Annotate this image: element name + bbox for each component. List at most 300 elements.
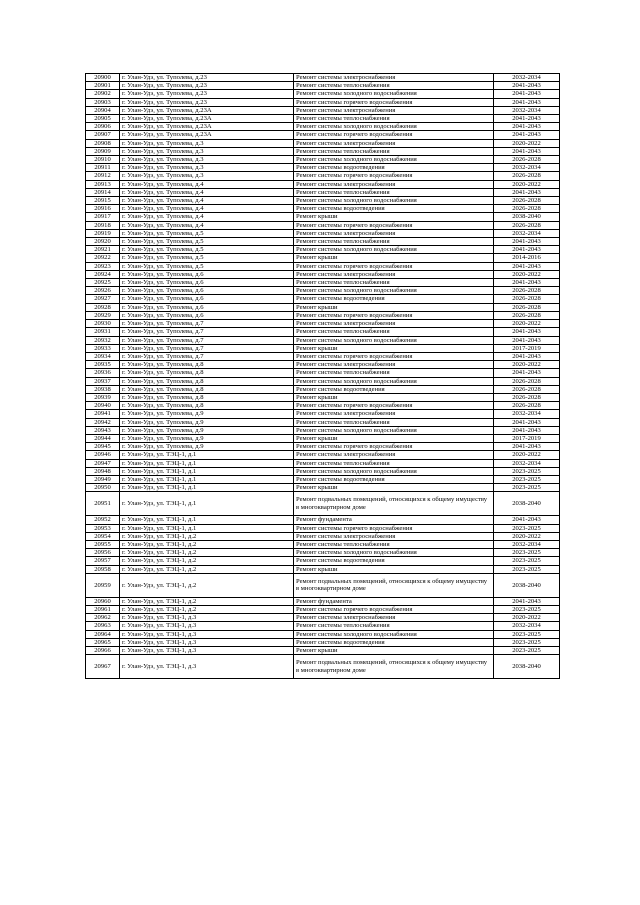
row-number: 20964: [86, 630, 120, 638]
address-cell: г. Улан-Удэ, ул. Туполева, д.23: [120, 98, 294, 106]
table-row: [86, 484, 560, 492]
row-number: 20927: [86, 295, 120, 303]
address-cell: г. Улан-Удэ, ул. Туполева, д.7: [120, 320, 294, 328]
table-row: [86, 410, 560, 418]
address-cell: г. Улан-Удэ, ул. ТЭЦ-1, д.3: [120, 630, 294, 638]
row-number: 20935: [86, 361, 120, 369]
work-type-cell: Ремонт подвальных помещений, относящихся к общему имуществу в многоквартирном доме: [294, 655, 494, 679]
address-cell: г. Улан-Удэ, ул. Туполева, д.3: [120, 164, 294, 172]
address-cell: г. Улан-Удэ, ул. Туполева, д.6: [120, 303, 294, 311]
period-cell: 2041-2043: [494, 336, 560, 344]
address-cell: г. Улан-Удэ, ул. Туполева, д.8: [120, 369, 294, 377]
work-type-cell: Ремонт системы горячего водоснабжения: [294, 221, 494, 229]
table-row: [86, 320, 560, 328]
work-type-cell: Ремонт крыши: [294, 213, 494, 221]
table-row: [86, 295, 560, 303]
table-row: [86, 557, 560, 565]
work-type-cell: Ремонт системы электроснабжения: [294, 229, 494, 237]
work-type-cell: Ремонт системы горячего водоснабжения: [294, 402, 494, 410]
row-number: 20963: [86, 622, 120, 630]
row-number: 20905: [86, 115, 120, 123]
table-row: [86, 467, 560, 475]
row-number: 20962: [86, 614, 120, 622]
row-number: 20926: [86, 287, 120, 295]
row-number: 20955: [86, 540, 120, 548]
period-cell: 2041-2043: [494, 516, 560, 524]
address-cell: г. Улан-Удэ, ул. Туполева, д.9: [120, 426, 294, 434]
address-cell: г. Улан-Удэ, ул. Туполева, д.4: [120, 197, 294, 205]
address-cell: г. Улан-Удэ, ул. Туполева, д.6: [120, 270, 294, 278]
work-type-cell: Ремонт системы холодного водоснабжения: [294, 336, 494, 344]
period-cell: 2041-2043: [494, 238, 560, 246]
address-cell: г. Улан-Удэ, ул. Туполева, д.9: [120, 443, 294, 451]
table-row: [86, 262, 560, 270]
period-cell: 2017-2019: [494, 344, 560, 352]
row-number: 20930: [86, 320, 120, 328]
period-cell: 2023-2025: [494, 467, 560, 475]
table-body: [86, 74, 560, 679]
work-type-cell: Ремонт системы водоотведения: [294, 295, 494, 303]
row-number: 20925: [86, 279, 120, 287]
table-row: [86, 123, 560, 131]
work-type-cell: Ремонт системы холодного водоснабжения: [294, 630, 494, 638]
row-number: 20906: [86, 123, 120, 131]
table-row: [86, 492, 560, 516]
row-number: 20965: [86, 638, 120, 646]
table-row: [86, 139, 560, 147]
period-cell: 2026-2028: [494, 172, 560, 180]
table-row: [86, 385, 560, 393]
period-cell: 2023-2025: [494, 475, 560, 483]
work-type-cell: Ремонт крыши: [294, 484, 494, 492]
work-type-cell: Ремонт системы теплоснабжения: [294, 82, 494, 90]
period-cell: 2023-2025: [494, 605, 560, 613]
address-cell: г. Улан-Удэ, ул. Туполева, д.3: [120, 172, 294, 180]
row-number: 20908: [86, 139, 120, 147]
row-number: 20967: [86, 655, 120, 679]
address-cell: г. Улан-Удэ, ул. ТЭЦ-1, д.3: [120, 638, 294, 646]
period-cell: 2023-2025: [494, 549, 560, 557]
work-type-cell: Ремонт системы холодного водоснабжения: [294, 467, 494, 475]
table-row: [86, 475, 560, 483]
period-cell: 2014-2016: [494, 254, 560, 262]
row-number: 20919: [86, 229, 120, 237]
row-number: 20934: [86, 352, 120, 360]
period-cell: 2041-2043: [494, 82, 560, 90]
row-number: 20945: [86, 443, 120, 451]
table-row: [86, 393, 560, 401]
period-cell: 2020-2022: [494, 180, 560, 188]
work-type-cell: Ремонт крыши: [294, 434, 494, 442]
address-cell: г. Улан-Удэ, ул. Туполева, д.5: [120, 229, 294, 237]
address-cell: г. Улан-Удэ, ул. ТЭЦ-1, д.3: [120, 647, 294, 655]
address-cell: г. Улан-Удэ, ул. Туполева, д.5: [120, 262, 294, 270]
address-cell: г. Улан-Удэ, ул. Туполева, д.8: [120, 377, 294, 385]
address-cell: г. Улан-Удэ, ул. Туполева, д.3: [120, 147, 294, 155]
row-number: 20943: [86, 426, 120, 434]
period-cell: 2041-2043: [494, 123, 560, 131]
work-type-cell: Ремонт системы водоотведения: [294, 164, 494, 172]
period-cell: 2038-2040: [494, 213, 560, 221]
address-cell: г. Улан-Удэ, ул. ТЭЦ-1, д.2: [120, 597, 294, 605]
work-type-cell: Ремонт системы холодного водоснабжения: [294, 197, 494, 205]
table-row: [86, 377, 560, 385]
period-cell: 2020-2022: [494, 532, 560, 540]
address-cell: г. Улан-Удэ, ул. Туполева, д.8: [120, 385, 294, 393]
address-cell: г. Улан-Удэ, ул. ТЭЦ-1, д.1: [120, 467, 294, 475]
work-type-cell: Ремонт системы холодного водоснабжения: [294, 377, 494, 385]
address-cell: г. Улан-Удэ, ул. ТЭЦ-1, д.1: [120, 475, 294, 483]
row-number: 20939: [86, 393, 120, 401]
work-type-cell: Ремонт подвальных помещений, относящихся к общему имуществу в многоквартирном доме: [294, 573, 494, 597]
table-row: [86, 418, 560, 426]
row-number: 20932: [86, 336, 120, 344]
table-row: [86, 622, 560, 630]
period-cell: 2026-2028: [494, 221, 560, 229]
address-cell: г. Улан-Удэ, ул. ТЭЦ-1, д.1: [120, 516, 294, 524]
table-row: [86, 106, 560, 114]
address-cell: г. Улан-Удэ, ул. Туполева, д.23А: [120, 123, 294, 131]
work-type-cell: Ремонт системы теплоснабжения: [294, 418, 494, 426]
address-cell: г. Улан-Удэ, ул. Туполева, д.23: [120, 74, 294, 82]
work-type-cell: Ремонт системы электроснабжения: [294, 320, 494, 328]
table-row: [86, 573, 560, 597]
work-type-cell: Ремонт системы холодного водоснабжения: [294, 426, 494, 434]
row-number: 20946: [86, 451, 120, 459]
address-cell: г. Улан-Удэ, ул. Туполева, д.9: [120, 410, 294, 418]
work-type-cell: Ремонт системы электроснабжения: [294, 180, 494, 188]
row-number: 20916: [86, 205, 120, 213]
address-cell: г. Улан-Удэ, ул. Туполева, д.7: [120, 328, 294, 336]
work-type-cell: Ремонт системы горячего водоснабжения: [294, 524, 494, 532]
row-number: 20909: [86, 147, 120, 155]
work-type-cell: Ремонт системы теплоснабжения: [294, 115, 494, 123]
period-cell: 2023-2025: [494, 524, 560, 532]
table-row: [86, 614, 560, 622]
work-type-cell: Ремонт крыши: [294, 565, 494, 573]
period-cell: 2026-2028: [494, 303, 560, 311]
table-row: [86, 549, 560, 557]
address-cell: г. Улан-Удэ, ул. Туполева, д.4: [120, 205, 294, 213]
period-cell: 2032-2034: [494, 74, 560, 82]
table-row: [86, 655, 560, 679]
repair-schedule-table: [85, 73, 560, 679]
period-cell: 2026-2028: [494, 377, 560, 385]
period-cell: 2023-2025: [494, 638, 560, 646]
row-number: 20900: [86, 74, 120, 82]
address-cell: г. Улан-Удэ, ул. Туполева, д.4: [120, 180, 294, 188]
table-row: [86, 605, 560, 613]
work-type-cell: Ремонт системы водоотведения: [294, 475, 494, 483]
address-cell: г. Улан-Удэ, ул. ТЭЦ-1, д.3: [120, 614, 294, 622]
period-cell: 2023-2025: [494, 647, 560, 655]
period-cell: 2020-2022: [494, 139, 560, 147]
row-number: 20937: [86, 377, 120, 385]
work-type-cell: Ремонт системы теплоснабжения: [294, 188, 494, 196]
address-cell: г. Улан-Удэ, ул. Туполева, д.5: [120, 254, 294, 262]
period-cell: 2041-2043: [494, 328, 560, 336]
row-number: 20904: [86, 106, 120, 114]
period-cell: 2038-2040: [494, 492, 560, 516]
work-type-cell: Ремонт системы холодного водоснабжения: [294, 123, 494, 131]
row-number: 20960: [86, 597, 120, 605]
table-row: [86, 361, 560, 369]
row-number: 20936: [86, 369, 120, 377]
row-number: 20933: [86, 344, 120, 352]
table-row: [86, 82, 560, 90]
row-number: 20923: [86, 262, 120, 270]
row-number: 20910: [86, 156, 120, 164]
address-cell: г. Улан-Удэ, ул. Туполева, д.23А: [120, 131, 294, 139]
work-type-cell: Ремонт системы горячего водоснабжения: [294, 605, 494, 613]
period-cell: 2017-2019: [494, 434, 560, 442]
address-cell: г. Улан-Удэ, ул. ТЭЦ-1, д.3: [120, 655, 294, 679]
address-cell: г. Улан-Удэ, ул. ТЭЦ-1, д.2: [120, 549, 294, 557]
period-cell: 2032-2034: [494, 622, 560, 630]
period-cell: 2041-2043: [494, 279, 560, 287]
row-number: 20922: [86, 254, 120, 262]
work-type-cell: Ремонт системы горячего водоснабжения: [294, 98, 494, 106]
table-row: [86, 336, 560, 344]
period-cell: 2032-2034: [494, 459, 560, 467]
address-cell: г. Улан-Удэ, ул. Туполева, д.23: [120, 82, 294, 90]
table-row: [86, 213, 560, 221]
period-cell: 2023-2025: [494, 630, 560, 638]
address-cell: г. Улан-Удэ, ул. Туполева, д.4: [120, 213, 294, 221]
address-cell: г. Улан-Удэ, ул. ТЭЦ-1, д.1: [120, 459, 294, 467]
period-cell: 2032-2034: [494, 540, 560, 548]
work-type-cell: Ремонт системы водоотведения: [294, 638, 494, 646]
period-cell: 2041-2043: [494, 246, 560, 254]
table-row: [86, 238, 560, 246]
work-type-cell: Ремонт системы теплоснабжения: [294, 328, 494, 336]
row-number: 20929: [86, 311, 120, 319]
table-row: [86, 188, 560, 196]
work-type-cell: Ремонт крыши: [294, 647, 494, 655]
address-cell: г. Улан-Удэ, ул. Туполева, д.5: [120, 246, 294, 254]
row-number: 20924: [86, 270, 120, 278]
table-row: [86, 90, 560, 98]
work-type-cell: Ремонт системы горячего водоснабжения: [294, 262, 494, 270]
period-cell: 2026-2028: [494, 402, 560, 410]
period-cell: 2041-2043: [494, 115, 560, 123]
address-cell: г. Улан-Удэ, ул. Туполева, д.7: [120, 352, 294, 360]
work-type-cell: Ремонт системы электроснабжения: [294, 532, 494, 540]
table-row: [86, 426, 560, 434]
period-cell: 2041-2043: [494, 443, 560, 451]
row-number: 20942: [86, 418, 120, 426]
period-cell: 2026-2028: [494, 205, 560, 213]
address-cell: г. Улан-Удэ, ул. ТЭЦ-1, д.2: [120, 565, 294, 573]
address-cell: г. Улан-Удэ, ул. Туполева, д.6: [120, 311, 294, 319]
period-cell: 2020-2022: [494, 320, 560, 328]
work-type-cell: Ремонт системы водоотведения: [294, 557, 494, 565]
work-type-cell: Ремонт системы электроснабжения: [294, 270, 494, 278]
period-cell: 2038-2040: [494, 573, 560, 597]
period-cell: 2026-2028: [494, 287, 560, 295]
row-number: 20948: [86, 467, 120, 475]
address-cell: г. Улан-Удэ, ул. Туполева, д.8: [120, 393, 294, 401]
table-row: [86, 246, 560, 254]
table-row: [86, 147, 560, 155]
work-type-cell: Ремонт системы электроснабжения: [294, 139, 494, 147]
period-cell: 2020-2022: [494, 270, 560, 278]
period-cell: 2041-2043: [494, 147, 560, 155]
period-cell: 2041-2043: [494, 426, 560, 434]
table-row: [86, 279, 560, 287]
row-number: 20901: [86, 82, 120, 90]
work-type-cell: Ремонт системы холодного водоснабжения: [294, 90, 494, 98]
row-number: 20944: [86, 434, 120, 442]
table-row: [86, 115, 560, 123]
work-type-cell: Ремонт системы горячего водоснабжения: [294, 311, 494, 319]
table-row: [86, 369, 560, 377]
table-row: [86, 597, 560, 605]
row-number: 20913: [86, 180, 120, 188]
row-number: 20918: [86, 221, 120, 229]
period-cell: 2041-2043: [494, 418, 560, 426]
period-cell: 2041-2043: [494, 369, 560, 377]
address-cell: г. Улан-Удэ, ул. Туполева, д.4: [120, 188, 294, 196]
table-row: [86, 197, 560, 205]
period-cell: 2032-2034: [494, 410, 560, 418]
address-cell: г. Улан-Удэ, ул. ТЭЦ-1, д.2: [120, 557, 294, 565]
row-number: 20907: [86, 131, 120, 139]
address-cell: г. Улан-Удэ, ул. Туполева, д.3: [120, 156, 294, 164]
work-type-cell: Ремонт системы теплоснабжения: [294, 459, 494, 467]
work-type-cell: Ремонт системы электроснабжения: [294, 410, 494, 418]
row-number: 20902: [86, 90, 120, 98]
table-row: [86, 172, 560, 180]
address-cell: г. Улан-Удэ, ул. ТЭЦ-1, д.1: [120, 524, 294, 532]
work-type-cell: Ремонт крыши: [294, 344, 494, 352]
row-number: 20958: [86, 565, 120, 573]
table-row: [86, 74, 560, 82]
table-row: [86, 630, 560, 638]
address-cell: г. Улан-Удэ, ул. ТЭЦ-1, д.2: [120, 540, 294, 548]
table-row: [86, 565, 560, 573]
period-cell: 2020-2022: [494, 614, 560, 622]
address-cell: г. Улан-Удэ, ул. Туполева, д.5: [120, 238, 294, 246]
table-row: [86, 229, 560, 237]
work-type-cell: Ремонт крыши: [294, 393, 494, 401]
row-number: 20953: [86, 524, 120, 532]
address-cell: г. Улан-Удэ, ул. ТЭЦ-1, д.1: [120, 492, 294, 516]
period-cell: 2026-2028: [494, 311, 560, 319]
row-number: 20912: [86, 172, 120, 180]
table-row: [86, 516, 560, 524]
work-type-cell: Ремонт системы водоотведения: [294, 205, 494, 213]
row-number: 20950: [86, 484, 120, 492]
row-number: 20931: [86, 328, 120, 336]
address-cell: г. Улан-Удэ, ул. Туполева, д.6: [120, 295, 294, 303]
work-type-cell: Ремонт системы теплоснабжения: [294, 147, 494, 155]
row-number: 20957: [86, 557, 120, 565]
work-type-cell: Ремонт фундамента: [294, 516, 494, 524]
address-cell: г. Улан-Удэ, ул. ТЭЦ-1, д.1: [120, 451, 294, 459]
period-cell: 2041-2043: [494, 188, 560, 196]
table-row: [86, 459, 560, 467]
row-number: 20914: [86, 188, 120, 196]
row-number: 20956: [86, 549, 120, 557]
period-cell: 2026-2028: [494, 385, 560, 393]
row-number: 20949: [86, 475, 120, 483]
period-cell: 2032-2034: [494, 164, 560, 172]
address-cell: г. Улан-Удэ, ул. Туполева, д.8: [120, 402, 294, 410]
work-type-cell: Ремонт системы холодного водоснабжения: [294, 287, 494, 295]
table-row: [86, 532, 560, 540]
table-row: [86, 221, 560, 229]
table-row: [86, 443, 560, 451]
period-cell: 2026-2028: [494, 295, 560, 303]
table-row: [86, 638, 560, 646]
work-type-cell: Ремонт системы электроснабжения: [294, 451, 494, 459]
table-row: [86, 98, 560, 106]
table-row: [86, 311, 560, 319]
work-type-cell: Ремонт системы водоотведения: [294, 385, 494, 393]
period-cell: 2026-2028: [494, 197, 560, 205]
document-page: [85, 73, 559, 679]
table-row: [86, 131, 560, 139]
work-type-cell: Ремонт системы горячего водоснабжения: [294, 352, 494, 360]
period-cell: 2038-2040: [494, 655, 560, 679]
row-number: 20959: [86, 573, 120, 597]
address-cell: г. Улан-Удэ, ул. ТЭЦ-1, д.1: [120, 484, 294, 492]
work-type-cell: Ремонт системы теплоснабжения: [294, 238, 494, 246]
address-cell: г. Улан-Удэ, ул. Туполева, д.4: [120, 221, 294, 229]
table-row: [86, 205, 560, 213]
work-type-cell: Ремонт системы электроснабжения: [294, 614, 494, 622]
row-number: 20954: [86, 532, 120, 540]
table-row: [86, 328, 560, 336]
table-row: [86, 540, 560, 548]
row-number: 20915: [86, 197, 120, 205]
period-cell: 2032-2034: [494, 229, 560, 237]
work-type-cell: Ремонт системы теплоснабжения: [294, 369, 494, 377]
row-number: 20966: [86, 647, 120, 655]
period-cell: 2041-2043: [494, 352, 560, 360]
period-cell: 2020-2022: [494, 361, 560, 369]
row-number: 20920: [86, 238, 120, 246]
period-cell: 2041-2043: [494, 597, 560, 605]
address-cell: г. Улан-Удэ, ул. ТЭЦ-1, д.2: [120, 573, 294, 597]
table-row: [86, 352, 560, 360]
address-cell: г. Улан-Удэ, ул. Туполева, д.7: [120, 344, 294, 352]
work-type-cell: Ремонт системы холодного водоснабжения: [294, 156, 494, 164]
row-number: 20928: [86, 303, 120, 311]
table-row: [86, 303, 560, 311]
work-type-cell: Ремонт системы электроснабжения: [294, 74, 494, 82]
row-number: 20952: [86, 516, 120, 524]
work-type-cell: Ремонт системы электроснабжения: [294, 106, 494, 114]
work-type-cell: Ремонт системы горячего водоснабжения: [294, 131, 494, 139]
row-number: 20903: [86, 98, 120, 106]
period-cell: 2026-2028: [494, 393, 560, 401]
work-type-cell: Ремонт системы теплоснабжения: [294, 622, 494, 630]
period-cell: 2020-2022: [494, 451, 560, 459]
address-cell: г. Улан-Удэ, ул. Туполева, д.9: [120, 418, 294, 426]
address-cell: г. Улан-Удэ, ул. ТЭЦ-1, д.2: [120, 532, 294, 540]
work-type-cell: Ремонт системы горячего водоснабжения: [294, 443, 494, 451]
address-cell: г. Улан-Удэ, ул. Туполева, д.6: [120, 279, 294, 287]
period-cell: 2041-2043: [494, 131, 560, 139]
work-type-cell: Ремонт системы теплоснабжения: [294, 540, 494, 548]
address-cell: г. Улан-Удэ, ул. Туполева, д.8: [120, 361, 294, 369]
row-number: 20921: [86, 246, 120, 254]
table-row: [86, 254, 560, 262]
address-cell: г. Улан-Удэ, ул. ТЭЦ-1, д.3: [120, 622, 294, 630]
table-row: [86, 451, 560, 459]
